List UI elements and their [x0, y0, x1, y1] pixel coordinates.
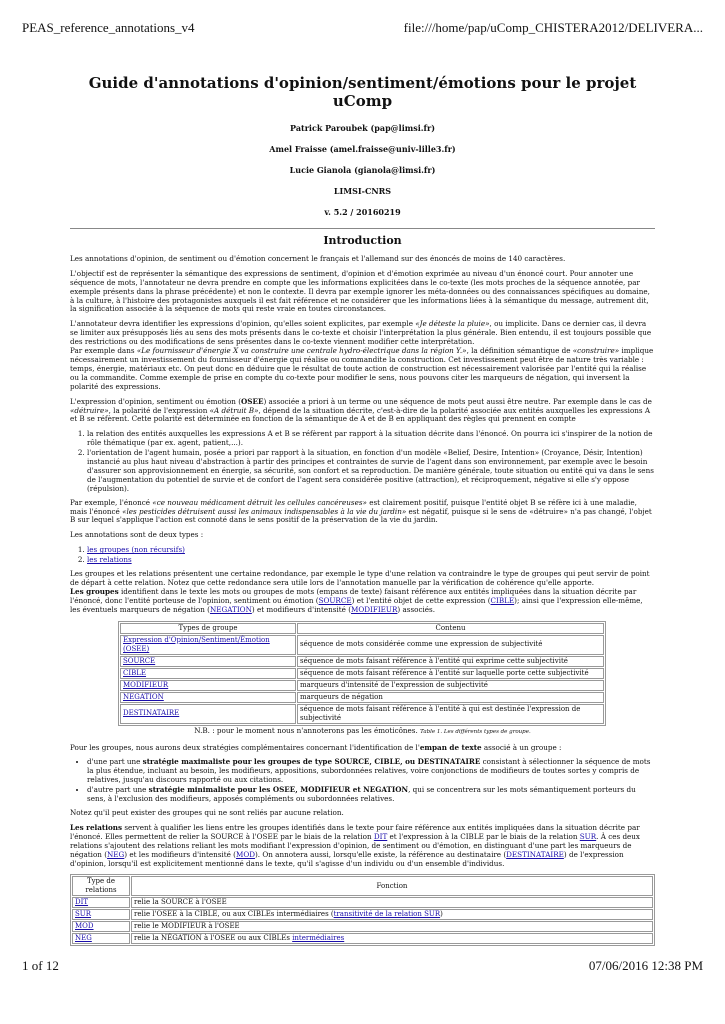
table-row	[120, 680, 604, 691]
table-cell: relie le MODIFIEUR à l'OSEE	[131, 921, 653, 932]
list-item	[87, 546, 655, 555]
table-row	[72, 933, 653, 944]
table-cell: relie la NÉGATION à l'OSEE ou aux CIBLEs intermédiaires	[131, 933, 653, 944]
divider	[70, 228, 655, 229]
link-cible[interactable]: CIBLE	[123, 668, 147, 677]
table-row	[72, 921, 653, 932]
link-cible[interactable]: CIBLE	[490, 595, 515, 605]
link-dit[interactable]: DIT	[75, 898, 89, 907]
list-item	[87, 556, 655, 565]
author-3: Lucie Gianola (gianola@limsi.fr)	[289, 165, 436, 175]
paragraph-2: L'objectif est de représenter la sémantique des expressions de sentiment, d'opinion et d'émotion exprimée au niveau d'un énoncé court. Pour annoter une séquence de mots, l'annotateur ne devra prendre en compte que les informations explicitées dans le co-texte (les mots proches de la séquence annotée, par exemple présents dans la phrase précédente) et non le contexte. Il devra par exemple ignorer les méta-données ou des connaissances spécifiques au domaine, à la culture, à l'histoire des protagonistes auxquels il est fait référence et ne considérer que les informations liées à la sémantique du message, autrement dit, la signification associée à la séquence de mots qui reste vraie en toutes circonstances.	[70, 268, 650, 314]
link-osee[interactable]: Expression d'Opinion/Sentiment/Émotion (OSEE)	[123, 635, 270, 653]
document-page	[70, 74, 655, 946]
table-header: Types de groupe	[120, 623, 296, 634]
relation-types-table	[70, 874, 655, 946]
section-title-introduction: Introduction	[323, 234, 402, 247]
list-item: 2. l'orientation de l'agent humain, posée a priori par rapport à la situation, en fonction d'un modèle «Belief, Desire, Intention» (Croyance, Désir, Intention) instancié au plus haut niveau d'abstraction à partir des principes et contraintes de survie de l'agent dans son environnement, par exemple avec le besoin d'assurer son approvisionnement en énergie, sa sécurité, son confort et sa reproduction. De manière générale, toute situation ou entité qui va dans le sens de l'augmentation du potentiel de survie et de confort de l'agent sera considérée positive (attraction), et réciproquement, négative si elle s'y oppose (répulsion).	[87, 449, 655, 494]
strategy-list	[70, 758, 655, 804]
paragraph-6: Par exemple, l'énoncé «ce nouveau médicament détruit les cellules cancéreuses» est clairement positif, puisque l'entité objet B se réfère ici à une maladie, mais l'énoncé «les pesticides détruisent aussi les animaux indispensables à la vie du jardin» est négatif, puisque si le sens de «détruire» n'a pas changé, l'objet B sur lequel s'applique l'action est connoté dans le sens positif de la préservation de la vie du jardin.	[70, 497, 652, 525]
table-header-row	[120, 623, 604, 634]
table-cell: séquence de mots considérée comme une expression de subjectivité	[297, 635, 604, 655]
paragraph-8: Les groupes et les relations présentent une certaine redondance, par exemple le type d'une relation va contraindre le type de groupes qui peut servir de point de départ à cette relation. Notez que cette redondance sera utile lors de l'annotation manuelle par la vérification de cohérence qu'elle apporte.	[70, 569, 650, 587]
link-relations[interactable]: les relations	[87, 555, 132, 565]
author-1: Patrick Paroubek (pap@limsi.fr)	[290, 123, 435, 133]
link-destinataire[interactable]: DESTINATAIRE	[123, 709, 180, 718]
link-negation[interactable]: NEGATION	[209, 604, 252, 614]
link-mod[interactable]: MOD	[75, 922, 94, 931]
document-title: Guide d'annotations d'opinion/sentiment/émotions pour le projet uComp	[88, 74, 637, 110]
table-header-row	[72, 876, 653, 896]
table-header: Type de relations	[72, 876, 130, 896]
paragraph-11: Notez qu'il peut exister des groupes qui ne sont reliés par aucune relation.	[70, 807, 344, 817]
link-groupes[interactable]: les groupes (non récursifs)	[87, 545, 185, 555]
print-timestamp: 07/06/2016 12:38 PM	[588, 958, 703, 973]
table-cell: séquence de mots faisant référence à l'entité sur laquelle porte cette subjectivité	[297, 668, 604, 679]
list-item: • d'autre part une stratégie minimaliste pour les OSEE, MODIFIEUR et NEGATION, qui se concentrera sur les mots sémantiquement porteurs du sens, à l'exclusion des modifieurs, apposés compléments ou subordonnées relatives.	[87, 786, 655, 804]
table-cell: relie l'OSEE à la CIBLE, ou aux CIBLEs intermédiaires (transitivité de la relation SUR)	[131, 909, 653, 920]
paragraph-1: Les annotations d'opinion, de sentiment ou d'émotion concernent le français et l'allemand sur des énoncés de moins de 140 caractères.	[70, 253, 566, 263]
table-row	[120, 635, 604, 655]
table-row	[120, 704, 604, 724]
link-dit[interactable]: DIT	[373, 831, 388, 841]
link-modifieur[interactable]: MODIFIEUR	[123, 680, 169, 689]
paragraph-5: L'expression d'opinion, sentiment ou émotion (OSEE) associée a priori à un terme ou une séquence de mots peut aussi être neutre. Par exemple dans le cas de «détruire», la polarité de l'expression «A détruit B», dépend de la situation décrite, c'est-à-dire de la polarité associée aux entités auxquelles les expressions A et B se réfèrent. Cette polarité est déterminée en fonction de la sémantique de A et de B en appliquant des règles qui prennent en compte	[70, 396, 652, 424]
link-destinataire[interactable]: DESTINATAIRE	[506, 849, 564, 859]
table-header: Contenu	[297, 623, 604, 634]
paragraph-3: L'annotateur devra identifier les expressions d'opinion, qu'elles soient explicites, par exemple «Je déteste la pluie», ou implicite. Dans ce dernier cas, il devra se limiter aux présupposés liés au sens des mots présents dans le co-texte et choisir l'interprétation la plus générale. Bien entendu, il est toujours possible que des restrictions ou des modifications de sens présentes dans le co-texte viennent modifier cette interprétation.	[70, 319, 652, 347]
browser-header-title: PEAS_reference_annotations_v4	[22, 20, 195, 35]
table-cell: marqueurs d'intensité de l'expression de subjectivité	[297, 680, 604, 691]
link-source[interactable]: SOURCE	[318, 595, 352, 605]
link-sur[interactable]: SUR	[75, 910, 91, 919]
version: v. 5.2 / 20160219	[324, 207, 401, 217]
link-neg[interactable]: NEG	[107, 849, 125, 859]
table-row	[120, 668, 604, 679]
paragraph-9: Les groupes identifient dans le texte les mots ou groupes de mots (empans de texte) faisant référence aux entités impliquées dans la situation décrite par l'énoncé, donc l'entité porteuse de l'opinion, sentiment ou émotion (SOURCE) et l'entité objet de cette expression (CIBLE); ainsi que l'expression elle-même, les éventuels marqueurs de négation (NEGATION) et modifieurs d'intensité (MODIFIEUR) associés.	[70, 586, 643, 614]
table-cell: séquence de mots faisant référence à l'entité à qui est destinée l'expression de subjectivité	[297, 704, 604, 724]
author-2: Amel Fraisse (amel.fraisse@univ-lille3.fr)	[269, 144, 456, 154]
types-list	[70, 546, 655, 565]
link-transitivite[interactable]: transitivité de la relation SUR	[333, 910, 441, 919]
paragraph-10: Pour les groupes, nous aurons deux stratégies complémentaires concernant l'identification de l'empan de texte associé à un groupe :	[70, 742, 562, 752]
link-neg[interactable]: NEG	[75, 934, 92, 943]
link-mod[interactable]: MOD	[235, 849, 255, 859]
list-item: 1. la relation des entités auxquelles les expressions A et B se réfèrent par rapport à la situation décrite dans l'énoncé. On pourra ici s'inspirer de la notion de rôle thématique (par ex. agent, patient,...).	[87, 430, 655, 448]
table-cell: relie la SOURCE à l'OSEE	[131, 897, 653, 908]
link-source[interactable]: SOURCE	[123, 656, 156, 665]
table-cell: séquence de mots faisant référence à l'entité qui exprime cette subjectivité	[297, 656, 604, 667]
table-row	[120, 692, 604, 703]
link-negation[interactable]: NEGATION	[123, 692, 164, 701]
table-row	[72, 897, 653, 908]
link-modifieur[interactable]: MODIFIEUR	[351, 604, 398, 614]
link-intermediaires[interactable]: intermédiaires	[292, 934, 345, 943]
paragraph-4: Par exemple dans «Le fournisseur d'énergie X va construire une centrale hydro-électrique dans la région Y.», la définition sémantique de «construire» implique nécessairement un investissement du fournisseur d'énergie qui réalise ou commandite la construction. Cet investissement peut être de nature très variable : temps, énergie, matériaux etc. On peut donc en déduire que le résultat de toute action de construction est nécessairement valorisée par l'entité qui la réalise ou la commandite. Comme exemple de prise en compte du co-texte pour modifier le sens, nous pouvons citer les marqueurs de négation, qui inversent la polarité des expressions.	[70, 346, 654, 391]
paragraph-12: Les relations servent à qualifier les liens entre les groupes identifiés dans le texte pour faire référence aux entités impliquées dans la situation décrite par l'énoncé. Elles permettent de relier la SOURCE à l'OSEE par le biais de la relation DIT et l'expression à la CIBLE par le biais de la relation SUR. À ces deux relations s'ajoutent des relations reliant les mots modifiant l'expression d'opinion, de sentiment ou d'émotion, en distinguant d'une part les marqueurs de négation (NEG) et les modifieurs d'intensité (MOD). On annotera aussi, lorsqu'elle existe, la référence au destinataire (DESTINATAIRE) de l'expression d'opinion, lorsqu'il est explicitement mentionné dans le texte, qu'il s'agisse d'un individu ou d'un ensemble d'individus.	[70, 822, 640, 868]
table-caption: N.B. : pour le moment nous n'annoterons pas les émoticônes. Table 1. Les différents types de groupe.	[194, 725, 531, 735]
paragraph-7: Les annotations sont de deux types :	[70, 530, 204, 540]
table-cell: marqueurs de négation	[297, 692, 604, 703]
rules-list	[70, 430, 655, 493]
affiliation: LIMSI-CNRS	[333, 186, 392, 196]
list-item: • d'une part une stratégie maximaliste pour les groupes de type SOURCE, CIBLE, ou DESTINATAIRE consistant à sélectionner la séquence de mots la plus étendue, incluant au besoin, les modifieurs, appositions, subordonnées relatives, voire conjonctions de modifieurs de toutes sortes y compris de relatives, jusqu'au discours rapporté ou aux citations.	[87, 758, 655, 785]
table-row	[72, 909, 653, 920]
table-header: Fonction	[131, 876, 653, 896]
group-types-table	[118, 621, 606, 726]
table-row	[120, 656, 604, 667]
link-sur[interactable]: SUR	[579, 831, 597, 841]
page-number: 1 of 12	[22, 958, 59, 973]
browser-header-url: file:///home/pap/uComp_CHISTERA2012/DELIVERA...	[403, 20, 703, 35]
